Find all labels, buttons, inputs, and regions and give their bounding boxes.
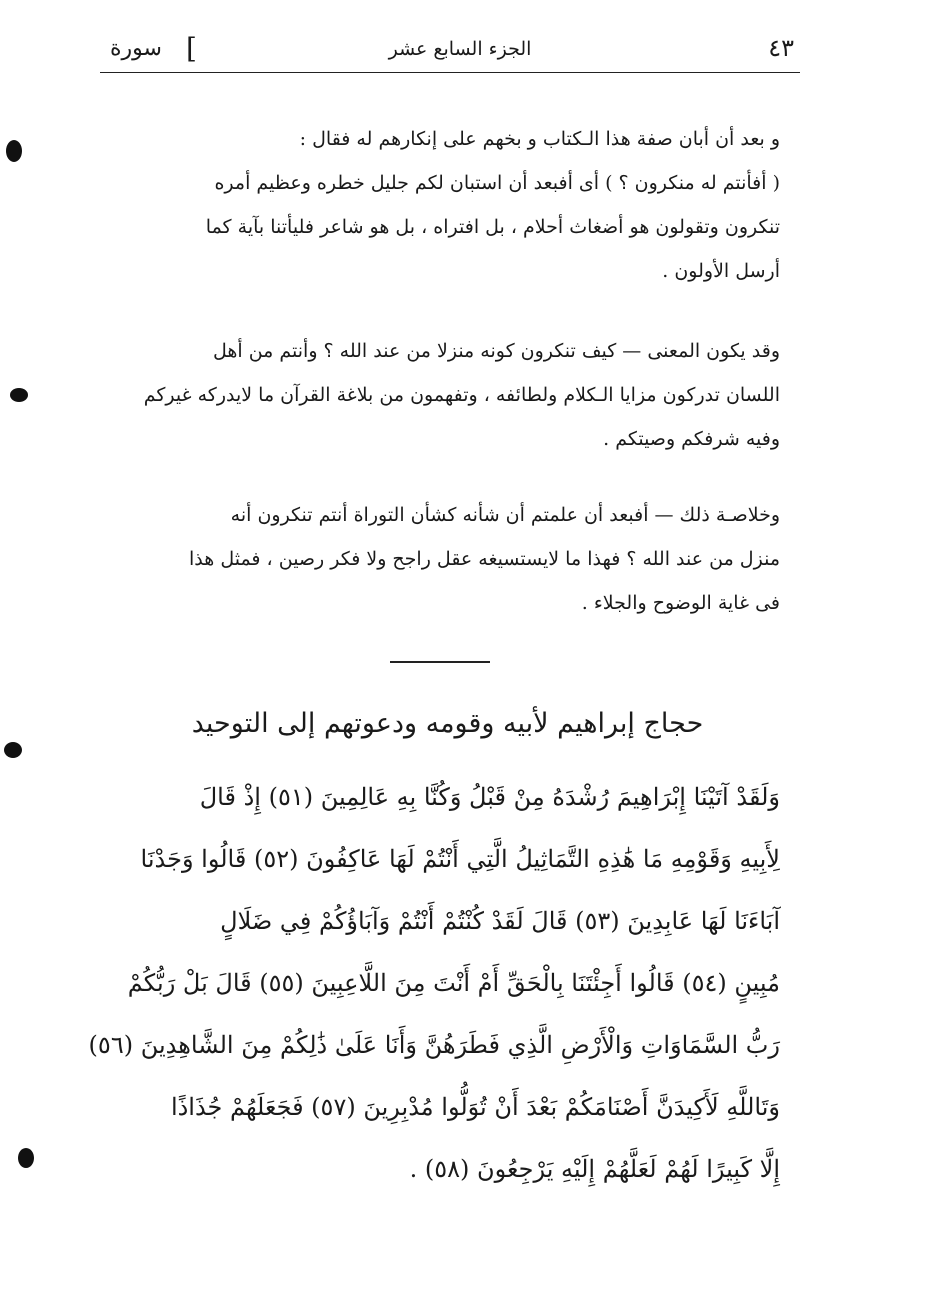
scan-blot xyxy=(4,742,22,758)
paragraph-line: وخلاصـة ذلك — أفبعد أن علمتم أن شأنه كشأن التوراة أنتم تنكرون أنه xyxy=(230,504,780,526)
verse-line: آبَاءَنَا لَهَا عَابِدِينَ (٥٣) قَالَ لَقَدْ كُنْتُمْ أَنْتُمْ وَآبَاؤُكُمْ فِي ضَلَالٍ xyxy=(220,907,780,935)
paragraph-line: أرسل الأولون . xyxy=(662,260,780,282)
quran-verses xyxy=(88,766,780,1200)
paragraph-line: اللسان تدركون مزايا الـكلام ولطائفه ، وتفهمون من بلاغة القرآن ما لايدركه غيركم xyxy=(143,384,780,406)
scan-blot xyxy=(18,1148,34,1168)
paragraph-line: منزل من عند الله ؟ فهذا ما لايستسيغه عقل راجح ولا فكر رصين ، فمثل هذا xyxy=(189,548,780,570)
page-header xyxy=(100,30,800,80)
paragraph-line: فى غاية الوضوح والجلاء . xyxy=(581,592,780,614)
paragraph-line: وقد يكون المعنى — كيف تنكرون كونه منزلا من عند الله ؟ وأنتم من أهل xyxy=(212,340,780,362)
commentary-paragraph-3 xyxy=(115,493,780,625)
commentary-paragraph-2 xyxy=(115,329,780,461)
paragraph-line: وفيه شرفكم وصيتكم . xyxy=(603,428,780,450)
page-number: ٤٣ xyxy=(768,34,794,62)
scan-blot xyxy=(10,388,28,402)
surah-label: سورة xyxy=(110,36,162,61)
verse-line: إِلَّا كَبِيرًا لَهُمْ لَعَلَّهُمْ إِلَيْهِ يَرْجِعُونَ (٥٨) . xyxy=(409,1155,780,1183)
verse-line: مُبِينٍ (٥٤) قَالُوا أَجِئْتَنَا بِالْحَقِّ أَمْ أَنْتَ مِنَ اللَّاعِبِينَ (٥٥) قَالَ بَلْ رَبُّكُمْ xyxy=(127,969,780,997)
commentary-paragraph-1 xyxy=(115,117,780,293)
header-rule xyxy=(100,72,800,73)
header-bracket: [ xyxy=(186,32,197,65)
verse-line: رَبُّ السَّمَاوَاتِ وَالْأَرْضِ الَّذِي فَطَرَهُنَّ وَأَنَا عَلَىٰ ذَٰلِكُمْ مِنَ الشَّاهِدِينَ (٥٦) xyxy=(88,1031,780,1059)
paragraph-line: ( أفأنتم له منكرون ؟ ) أى أفبعد أن استبان لكم جليل خطره وعظيم أمره xyxy=(214,172,780,194)
section-separator xyxy=(390,661,490,663)
juz-title: الجزء السابع عشر xyxy=(388,38,532,60)
section-title: حجاج إبراهيم لأبيه وقومه ودعوتهم إلى التوحيد xyxy=(191,708,704,739)
paragraph-line: تنكرون وتقولون هو أضغاث أحلام ، بل افتراه ، بل هو شاعر فليأتنا بآية كما xyxy=(205,216,780,238)
verse-line: لِأَبِيهِ وَقَوْمِهِ مَا هَٰذِهِ التَّمَاثِيلُ الَّتِي أَنْتُمْ لَهَا عَاكِفُونَ (٥٢) قَالُوا وَجَدْنَا xyxy=(140,845,780,873)
verse-line: وَتَاللَّهِ لَأَكِيدَنَّ أَصْنَامَكُمْ بَعْدَ أَنْ تُوَلُّوا مُدْبِرِينَ (٥٧) فَجَعَلَهُمْ جُذَاذًا xyxy=(170,1093,780,1121)
paragraph-line: و بعد أن أبان صفة هذا الـكتاب و بخهم على إنكارهم له فقال : xyxy=(299,128,780,150)
verse-line: وَلَقَدْ آتَيْنَا إِبْرَاهِيمَ رُشْدَهُ مِنْ قَبْلُ وَكُنَّا بِهِ عَالِمِينَ (٥١) إِذْ قَالَ xyxy=(199,783,780,811)
scan-blot xyxy=(6,140,22,162)
